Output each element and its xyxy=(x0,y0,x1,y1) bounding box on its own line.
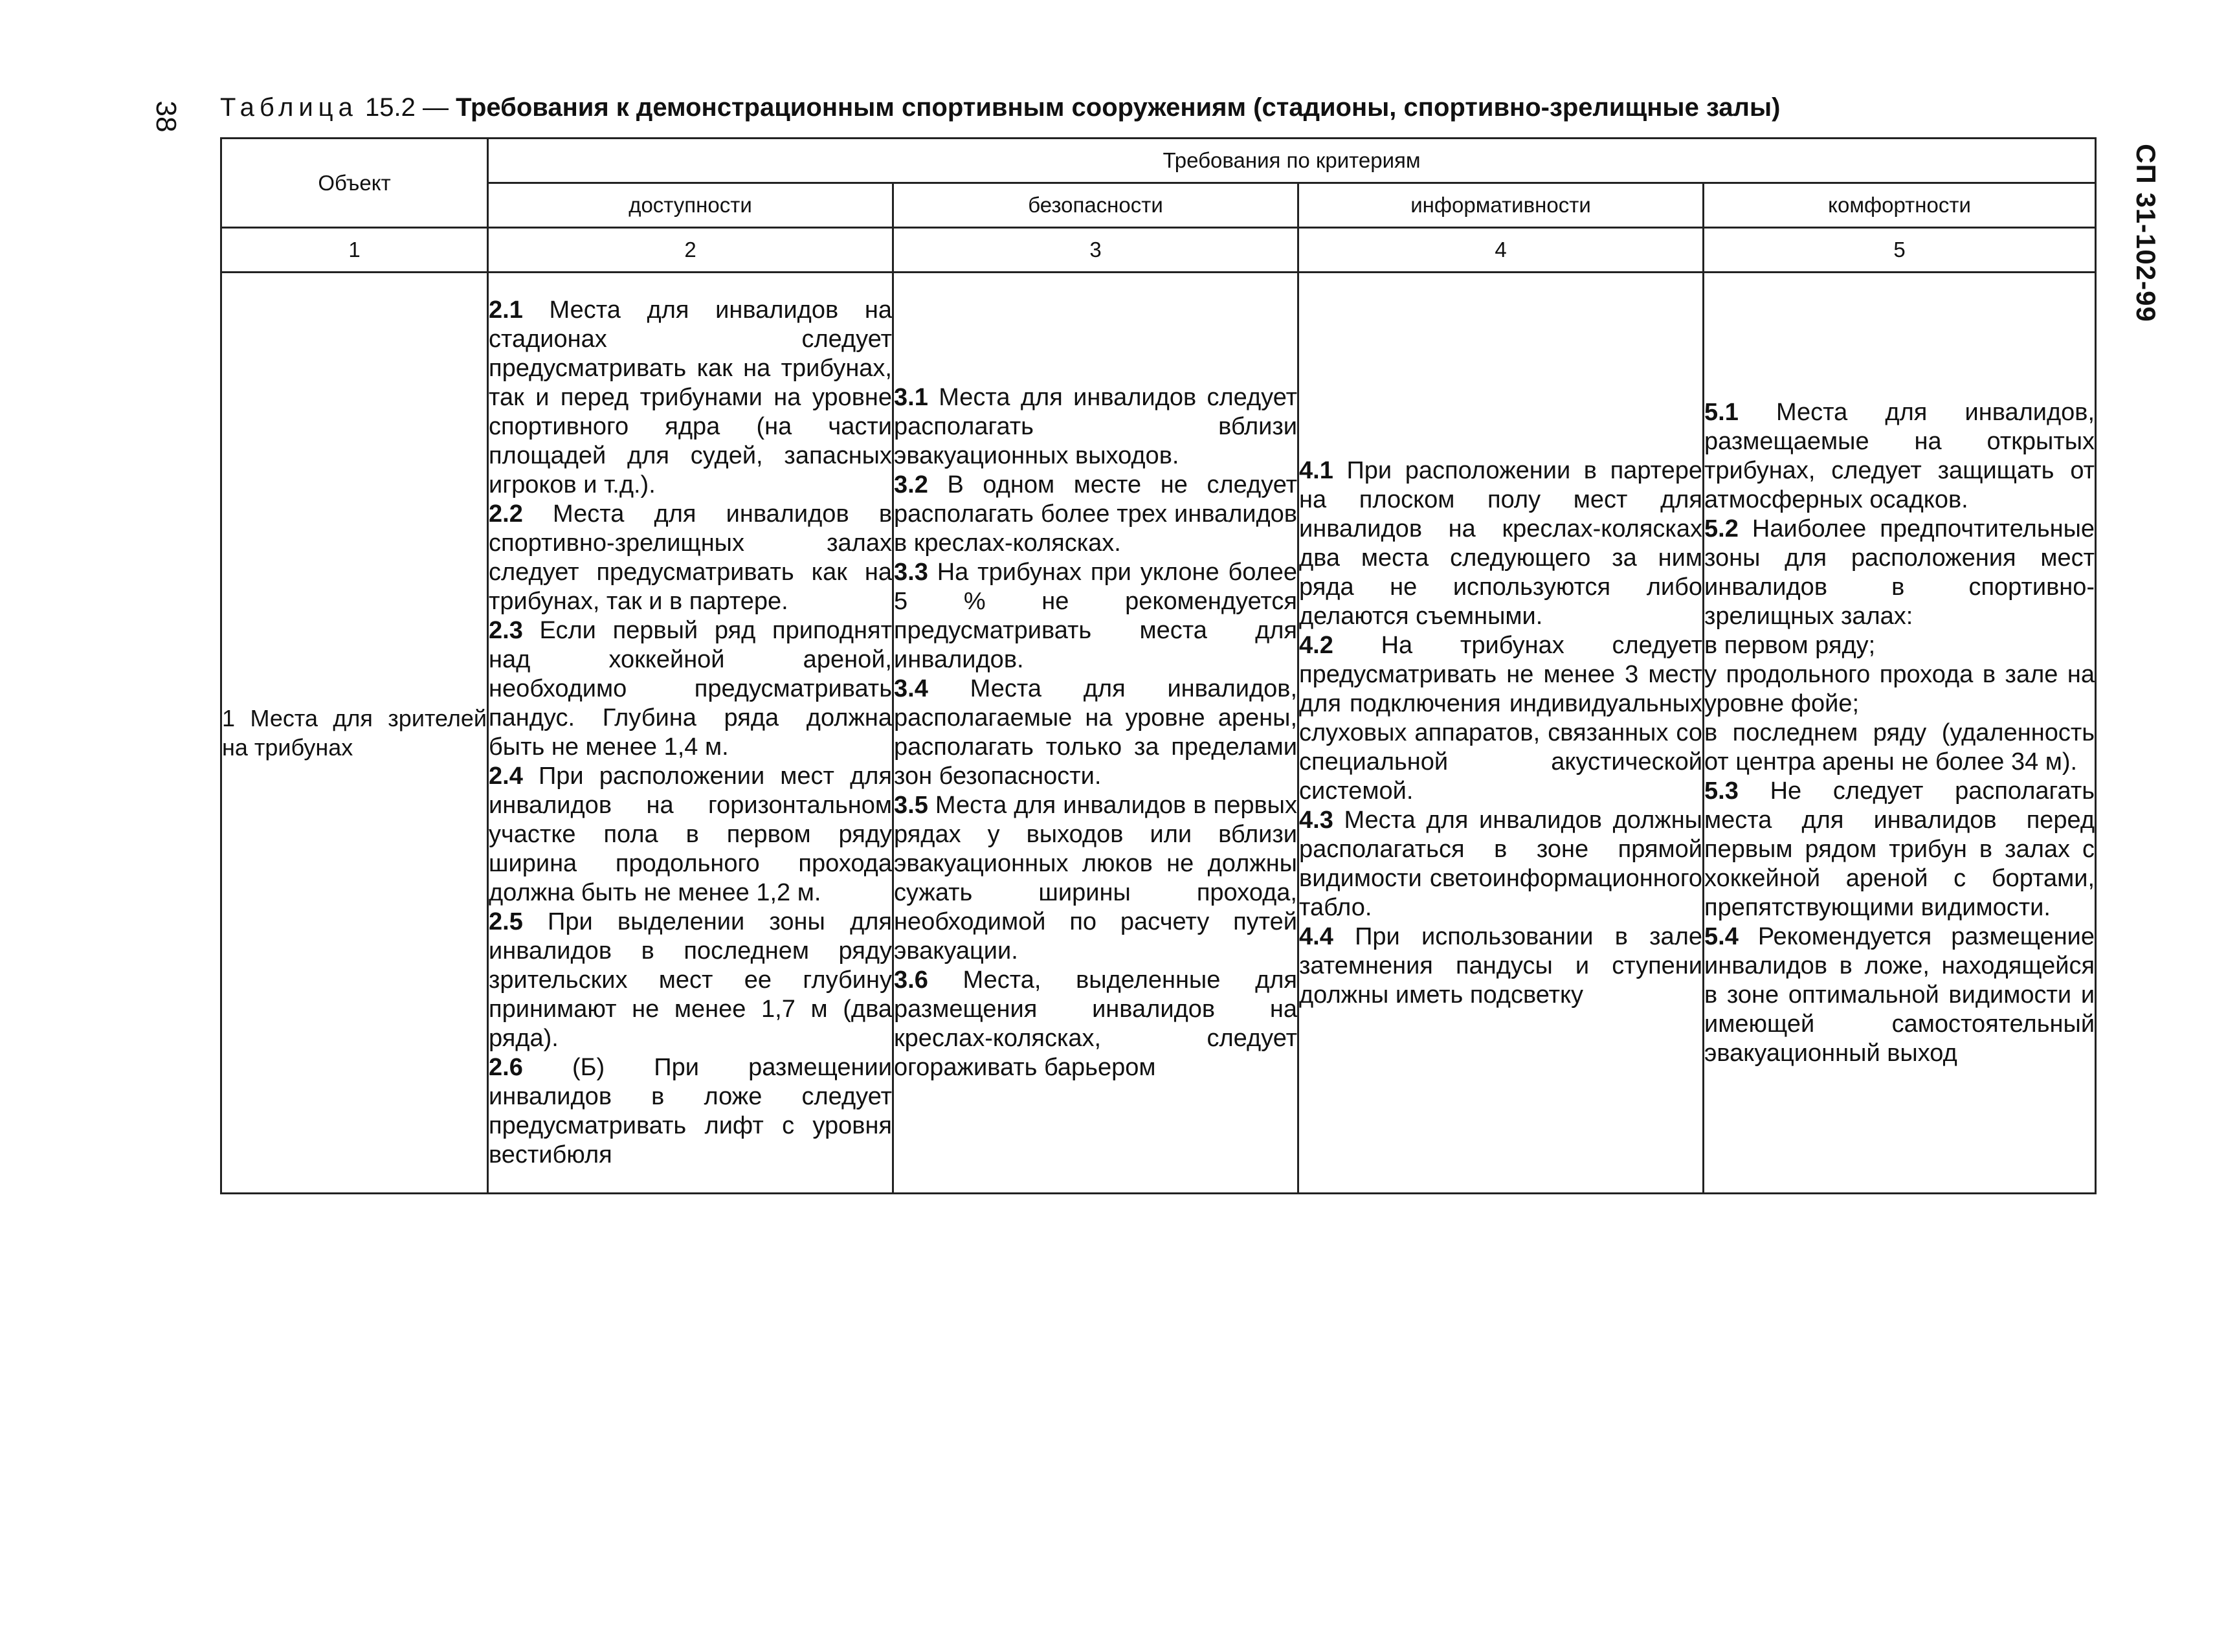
informativeness-cell xyxy=(1298,273,1704,1194)
requirement-number: 3.1 xyxy=(894,384,928,411)
requirement-text: Если первый ряд приподнят над хоккейной ареной, необходимо предусматривать пандус. Глубина ряда должна быть не менее 1,4 м. xyxy=(489,617,892,761)
requirement-item xyxy=(489,616,892,762)
requirement-text: Рекомендуется размещение инвалидов в ложе, находящейся в зоне оптимальной видимости и имеющей самостоятельный эвакуационный выход xyxy=(1704,922,2095,1067)
requirement-item xyxy=(489,296,892,500)
table-title-prefix: Таблица xyxy=(220,93,358,122)
requirement-number: 3.3 xyxy=(894,559,928,586)
requirement-number: 4.1 xyxy=(1299,456,1333,484)
requirement-text: При выделении зоны для инвалидов в последнем ряду зрительских мест ее глубину принимают не менее 1,7 м (два ряда). xyxy=(489,908,892,1052)
requirement-item xyxy=(894,383,1297,471)
requirement-text: Места для инвалидов, располагаемые на уровне арены, располагать только за пределами зон безопасности. xyxy=(894,675,1298,790)
requirement-number: 2.6 xyxy=(489,1054,523,1081)
requirement-number: 3.2 xyxy=(894,471,928,498)
object-cell: 1 Места для зрителей на трибунах xyxy=(221,273,488,1194)
requirement-number: 4.3 xyxy=(1299,806,1333,834)
requirement-number: 4.4 xyxy=(1299,922,1333,950)
requirement-item xyxy=(1704,777,2095,922)
table-title-text: Требования к демонстрационным спортивным сооружениям (стадионы, спортивно-зрелищные залы) xyxy=(456,93,1781,122)
requirement-item xyxy=(1704,631,2095,660)
requirement-number: 4.2 xyxy=(1299,631,1333,659)
requirement-item xyxy=(1704,515,2095,631)
requirement-number: 5.4 xyxy=(1704,922,1739,950)
requirement-number: 2.5 xyxy=(489,908,523,935)
header-criteria: Требования по критериям xyxy=(488,139,2096,183)
requirement-number: 5.2 xyxy=(1704,515,1739,542)
table-subheader-row xyxy=(221,183,2096,228)
requirement-item xyxy=(1704,719,2095,777)
requirement-text: Места для инвалидов на стадионах следует предусматривать как на трибунах, так и перед трибунами на уровне спортивного ядра (на части площадей для судей, запасных игроков и т.д.). xyxy=(489,296,892,498)
requirement-number: 5.1 xyxy=(1704,398,1739,426)
requirement-text: Места для инвалидов должны располагаться в зоне прямой видимости светоинформационного табло. xyxy=(1299,806,1702,921)
requirement-text: При расположении мест для инвалидов на горизонтальном участке пола в первом ряду ширина продольного прохода должна быть не менее 1,2 м. xyxy=(489,763,893,906)
requirement-item xyxy=(489,1053,892,1170)
requirement-item xyxy=(894,471,1297,558)
requirement-item xyxy=(894,675,1297,791)
requirement-text: (Б) При размещении инвалидов в ложе следует предусматривать лифт с уровня вестибюля xyxy=(489,1054,892,1168)
requirement-number: 2.3 xyxy=(489,617,523,644)
requirement-text: Места для инвалидов в спортивно-зрелищных залах следует предусматривать как на трибунах, так и в партере. xyxy=(489,500,892,615)
requirement-number: 2.1 xyxy=(489,296,523,324)
requirement-item xyxy=(1299,922,1702,1010)
requirement-text: в первом ряду; xyxy=(1704,631,1876,659)
requirement-text: Наиболее предпочтительные зоны для расположения мест инвалидов в спортивно-зрелищных залах: xyxy=(1704,515,2095,630)
accessibility-cell xyxy=(488,273,893,1194)
requirement-item xyxy=(1299,631,1702,806)
column-number: 5 xyxy=(1704,228,2096,273)
requirement-item xyxy=(489,762,892,908)
table-header-row xyxy=(221,139,2096,183)
column-number: 4 xyxy=(1298,228,1704,273)
requirement-text: у продольного прохода в зале на уровне фойе; xyxy=(1704,660,2095,717)
requirement-number: 3.4 xyxy=(894,675,928,702)
requirement-text: При расположении в партере на плоском полу мест для инвалидов на креслах-колясках два места следующего за ним ряда не используются либо делаются съемными. xyxy=(1299,456,1702,630)
requirement-item xyxy=(894,966,1297,1082)
header-accessibility: доступности xyxy=(488,183,893,228)
table-row xyxy=(221,273,2096,1194)
requirement-text: При использовании в зале затемнения пандусы и ступени должны иметь подсветку xyxy=(1299,922,1702,1009)
comfort-cell xyxy=(1704,273,2096,1194)
requirement-number: 3.6 xyxy=(894,966,928,994)
column-number-row xyxy=(221,228,2096,273)
requirement-item xyxy=(1299,456,1702,631)
requirement-text: Места для инвалидов следует располагать вблизи эвакуационных выходов. xyxy=(894,384,1297,469)
requirement-text: Места, выделенные для размещения инвалидов на креслах-колясках, следует огораживать барьером xyxy=(894,966,1297,1081)
header-safety: безопасности xyxy=(893,183,1298,228)
requirement-number: 2.2 xyxy=(489,500,523,528)
header-object: Объект xyxy=(221,139,488,228)
requirement-text: В одном месте не следует располагать более трех инвалидов в креслах-колясках. xyxy=(894,471,1297,557)
page-number: 38 xyxy=(150,100,182,133)
requirements-table xyxy=(220,137,2097,1194)
column-number: 3 xyxy=(893,228,1298,273)
requirement-text: На трибунах следует предусматривать не менее 3 мест для подключения индивидуальных слуховых аппаратов, связанных со специальной акустической системой. xyxy=(1299,631,1702,805)
requirement-item xyxy=(489,500,892,616)
requirement-item xyxy=(894,558,1297,675)
requirement-number: 5.3 xyxy=(1704,777,1739,805)
requirement-item xyxy=(1704,398,2095,515)
header-comfort: комфортности xyxy=(1704,183,2096,228)
requirement-item xyxy=(489,908,892,1053)
requirement-text: Не следует располагать места для инвалидов перед первым рядом трибун в залах с хоккейной ареной с бортами, препятствующими видимости. xyxy=(1704,777,2095,921)
requirement-item xyxy=(894,791,1297,966)
requirement-text: Места для инвалидов, размещаемые на открытых трибунах, следует защищать от атмосферных осадков. xyxy=(1704,398,2095,513)
requirement-text: в последнем ряду (удаленность от центра арены не более 34 м). xyxy=(1704,719,2095,776)
requirement-item xyxy=(1704,922,2095,1068)
requirement-number: 3.5 xyxy=(894,792,928,819)
requirement-text: Места для инвалидов в первых рядах у выходов или вблизи эвакуационных люков не должны сужать ширины прохода, необходимой по расчету путей эвакуации. xyxy=(894,792,1297,965)
requirement-item xyxy=(1299,806,1702,922)
requirement-item xyxy=(1704,660,2095,719)
column-number: 2 xyxy=(488,228,893,273)
safety-cell xyxy=(893,273,1298,1194)
table-title xyxy=(220,89,2097,126)
column-number: 1 xyxy=(221,228,488,273)
table-title-number: 15.2 xyxy=(364,93,416,122)
table-title-dash: — xyxy=(422,93,449,122)
header-informativeness: информативности xyxy=(1298,183,1704,228)
document-code: СП 31-102-99 xyxy=(2131,144,2161,322)
requirement-text: На трибунах при уклоне более 5 % не рекомендуется предусматривать места для инвалидов. xyxy=(894,559,1297,673)
requirement-number: 2.4 xyxy=(489,763,523,790)
